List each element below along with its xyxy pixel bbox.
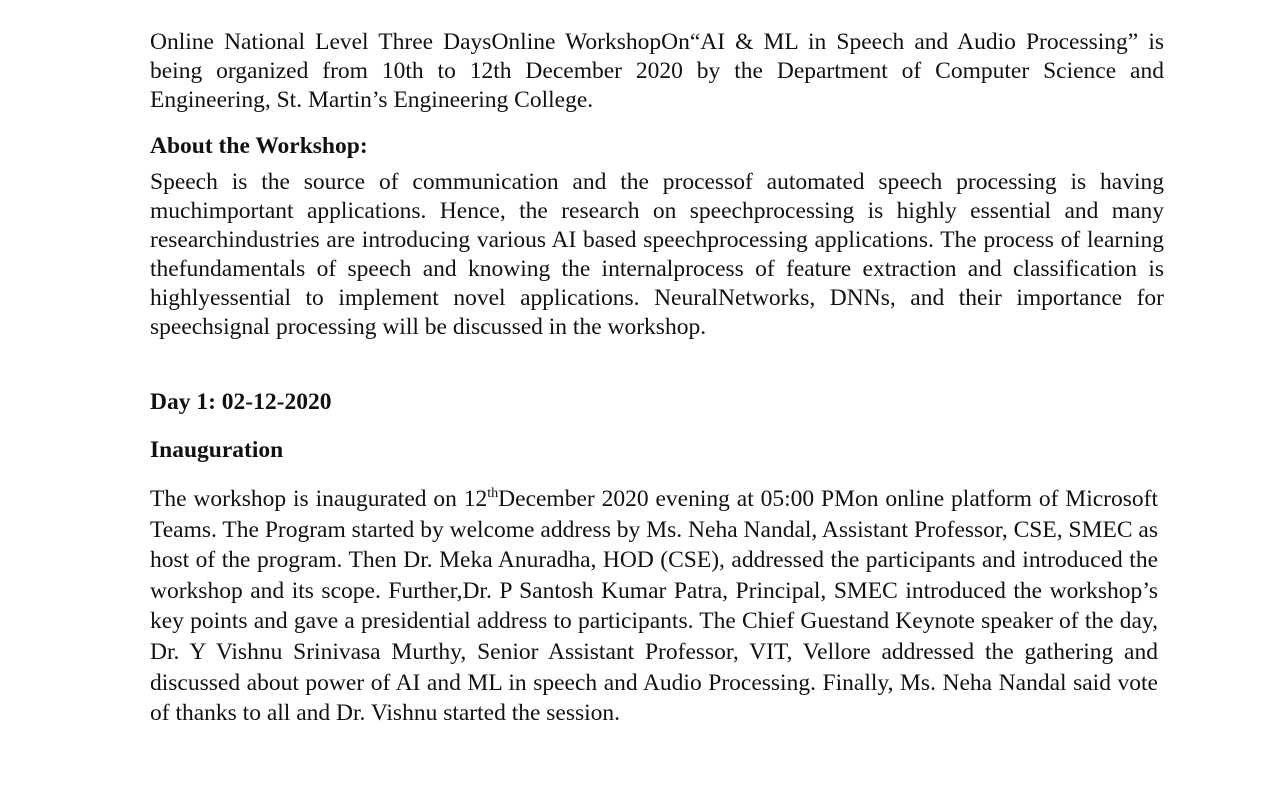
inauguration-text-start: The workshop is inaugurated on 12 <box>150 486 488 512</box>
document-body <box>150 28 1164 729</box>
inauguration-heading: Inauguration <box>150 437 284 463</box>
about-paragraph: Speech is the source of communication and the processof automated speech processing is having muchimportant applications. Hence, the research on speechprocessing is highly essential and many researchindustries are introducing various AI based speechprocessing applications. The process of learning thefundamentals of speech and knowing the internalprocess of feature extraction and classification is highlyessential to implement novel applications. NeuralNetworks, DNNs, and their importance for speechsignal processing will be discussed in the workshop. <box>150 169 1164 340</box>
inauguration-text-rest: December 2020 evening at 05:00 PMon online platform of Microsoft Teams. The Program started by welcome address by Ms. Neha Nandal, Assistant Professor, CSE, SMEC as host of the program. Then Dr. Meka Anuradha, HOD (CSE), addressed the participants and introduced the workshop and its scope. Further,Dr. P Santosh Kumar Patra, Principal, SMEC introduced the workshop’s key points and gave a presidential address to participants. The Chief Guestand Keynote speaker of the day, Dr. Y Vishnu Srinivasa Murthy, Senior Assistant Professor, VIT, Vellore addressed the gathering and discussed about power of AI and ML in speech and Audio Processing. Finally, Ms. Neha Nandal said vote of thanks to all and Dr. Vishnu started the session. <box>150 486 1158 727</box>
date-ordinal-suffix: th <box>487 486 499 501</box>
day-heading: Day 1: 02-12-2020 <box>150 389 332 415</box>
intro-paragraph: Online National Level Three DaysOnline WorkshopOn“AI & ML in Speech and Audio Processing” is being organized from 10th to 12th December 2020 by the Department of Computer Science and Engineering, St. Martin’s Engineering College. <box>150 29 1164 113</box>
inauguration-paragraph <box>150 484 1158 729</box>
about-heading: About the Workshop: <box>150 133 368 159</box>
